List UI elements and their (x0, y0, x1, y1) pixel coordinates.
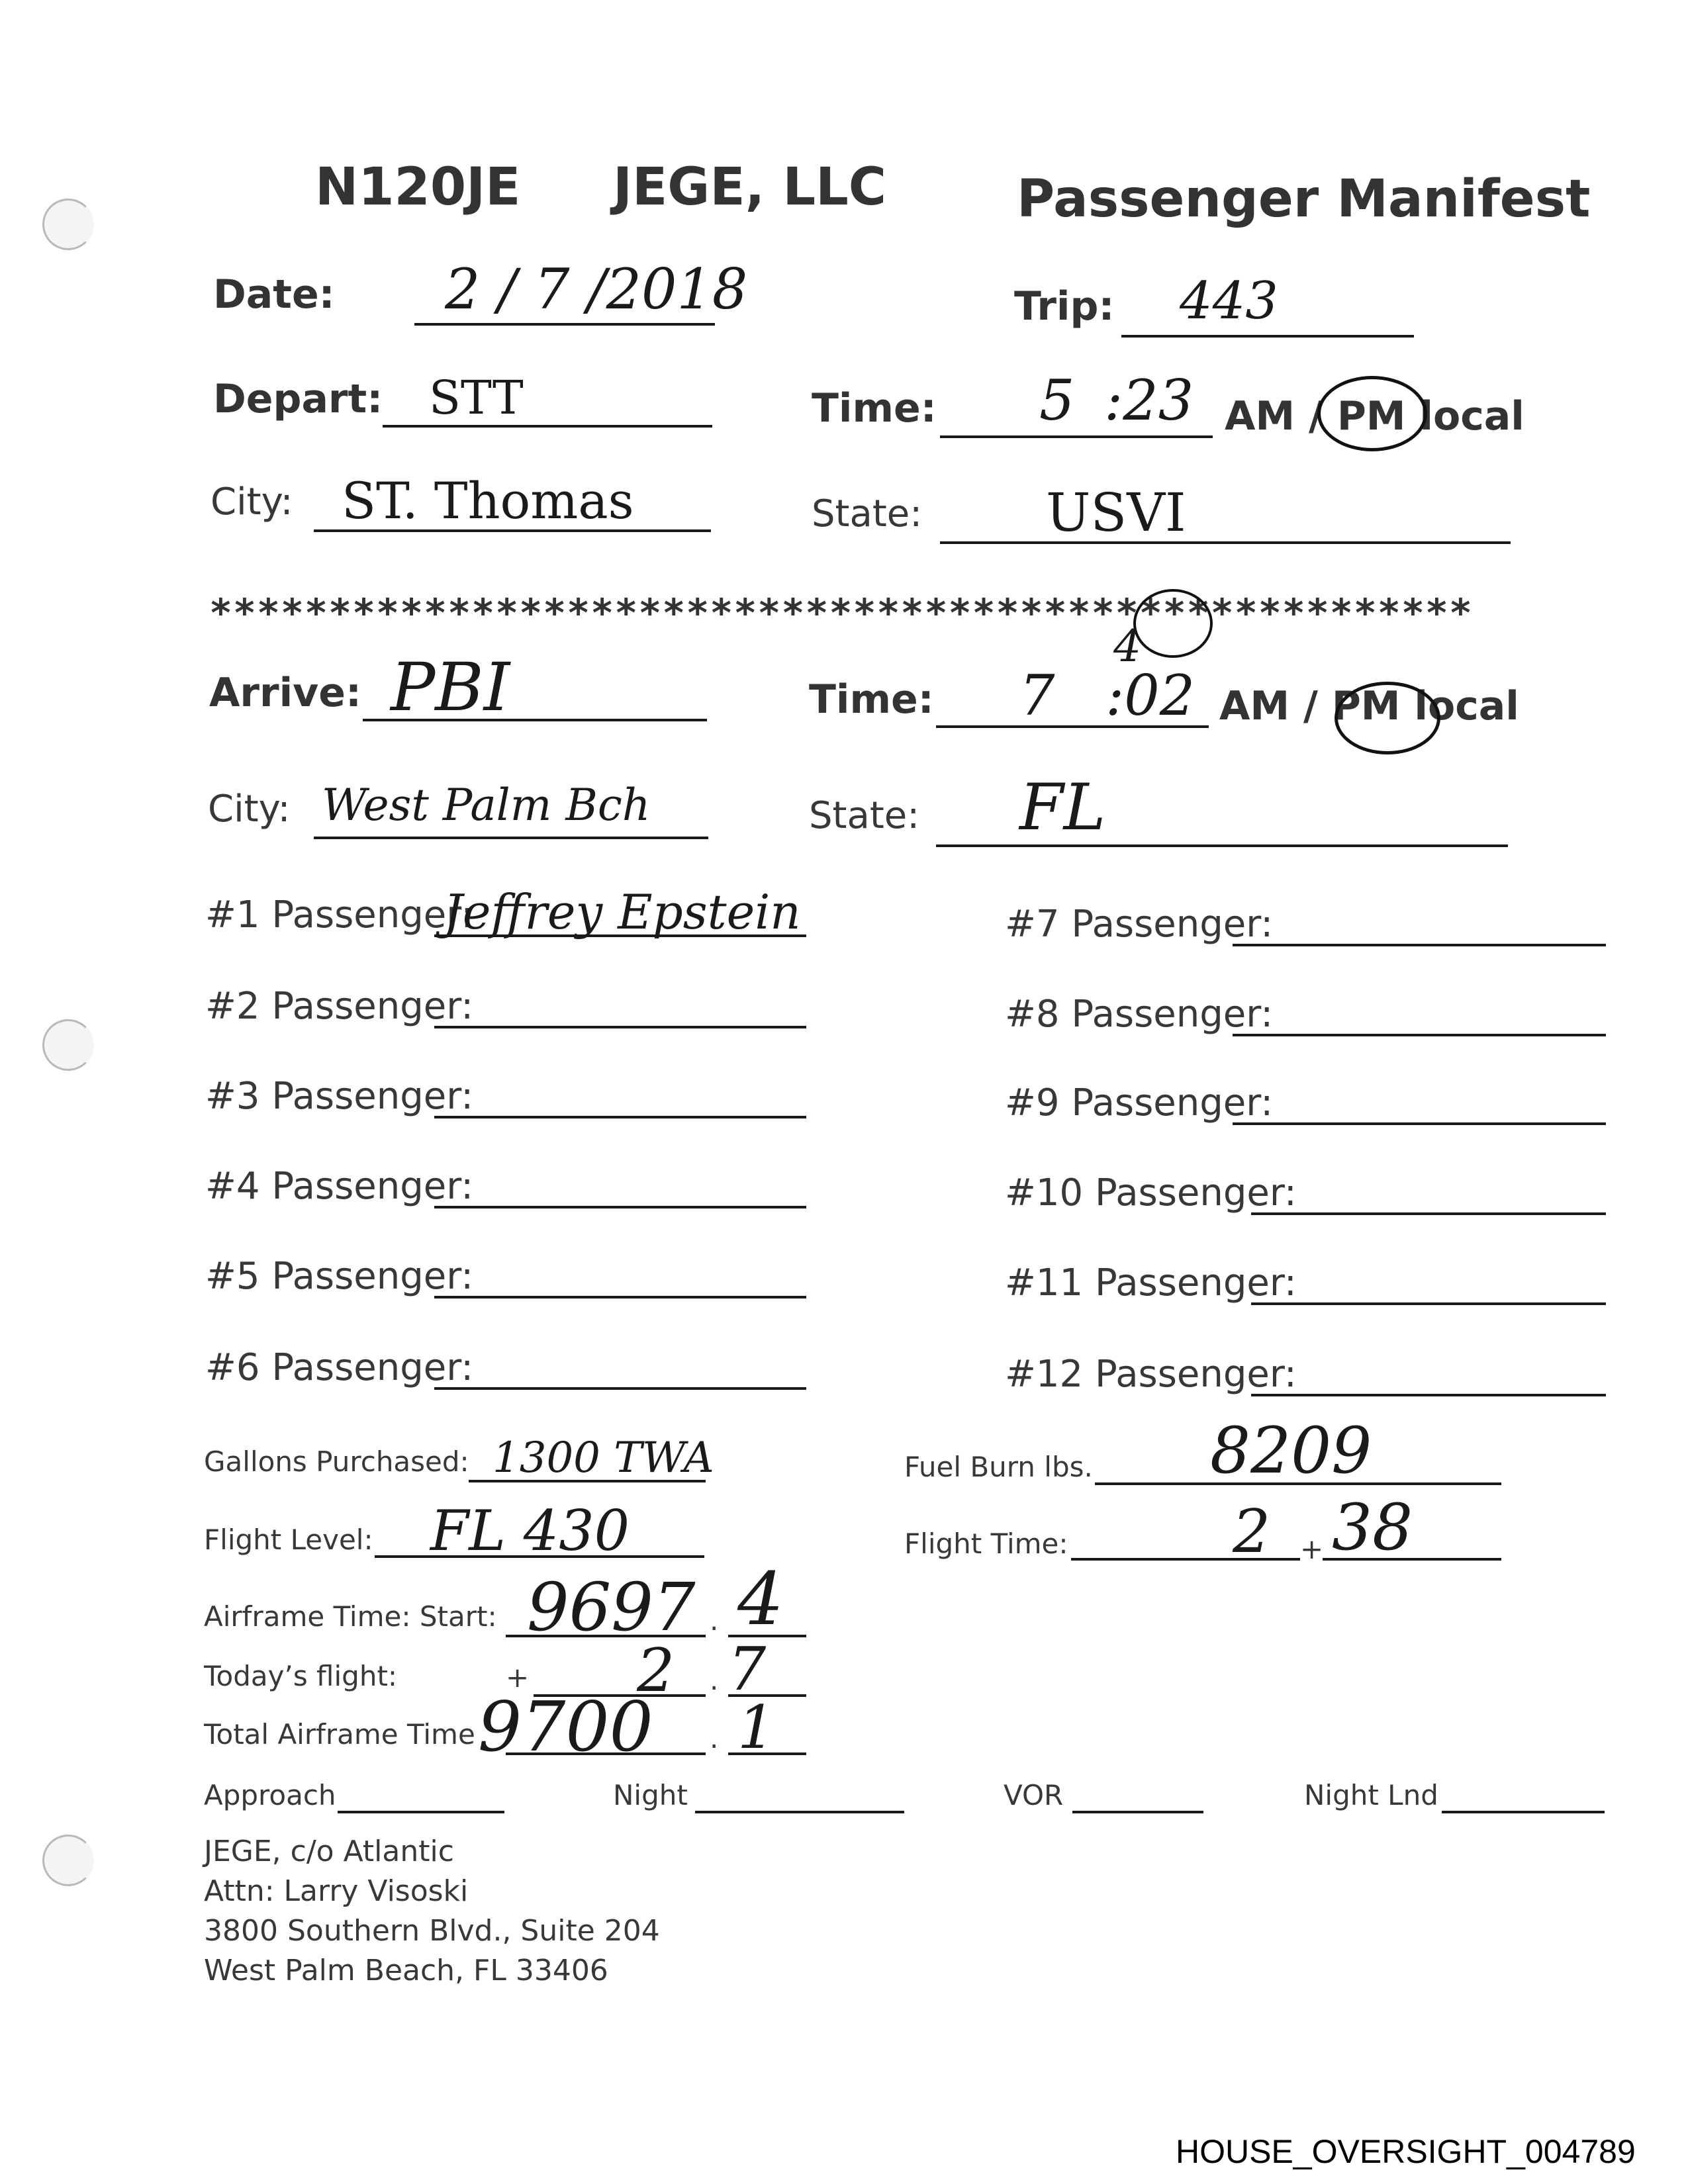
separator-circle-mark (1133, 589, 1213, 658)
fuel-burn-value[interactable]: 8209 (1210, 1414, 1372, 1488)
night-line[interactable] (695, 1811, 904, 1813)
depart-city-line (314, 529, 711, 532)
separator-stars: ***************************************************** (209, 590, 1474, 635)
flight-time-hours-line (1071, 1558, 1300, 1561)
night-label: Night (613, 1779, 688, 1811)
today-flight-label: Today’s flight: (204, 1660, 398, 1692)
arrive-time-minute[interactable]: :02 (1105, 663, 1196, 728)
arrive-line (363, 719, 707, 721)
fuel-burn-label: Fuel Burn lbs. (904, 1451, 1093, 1483)
depart-city-label: City: (211, 480, 293, 523)
gallons-label: Gallons Purchased: (204, 1445, 469, 1478)
approach-line[interactable] (338, 1811, 504, 1813)
depart-state-line (940, 541, 1511, 544)
airframe-start-tenth[interactable]: 4 (737, 1557, 784, 1641)
punch-hole-bottom (42, 1835, 94, 1886)
today-flight-whole[interactable]: 2 (637, 1636, 675, 1706)
passenger-1-label: #1 Passenger: (205, 893, 474, 936)
depart-pm-circle (1317, 376, 1427, 451)
passenger-5-label: #5 Passenger: (205, 1255, 474, 1298)
airframe-start-whole-line (506, 1635, 706, 1637)
passenger-8-line[interactable] (1233, 1034, 1606, 1036)
airframe-start-whole[interactable]: 9697 (527, 1569, 696, 1646)
address-line-3: 3800 Southern Blvd., Suite 204 (204, 1914, 660, 1948)
arrive-state-line (936, 844, 1508, 847)
flight-time-plus: + (1300, 1533, 1324, 1565)
night-lnd-line[interactable] (1442, 1811, 1605, 1813)
arrive-state-label: State: (809, 794, 920, 837)
passenger-11-line[interactable] (1251, 1302, 1606, 1305)
depart-line (383, 425, 712, 428)
date-line (414, 323, 715, 326)
flight-level-line (375, 1555, 704, 1558)
passenger-6-line[interactable] (434, 1387, 806, 1390)
arrive-time-line (936, 725, 1209, 728)
passenger-9-line[interactable] (1233, 1122, 1606, 1125)
flight-time-label: Flight Time: (904, 1527, 1068, 1560)
passenger-10-label: #10 Passenger: (1005, 1171, 1297, 1214)
passenger-11-label: #11 Passenger: (1005, 1261, 1297, 1304)
passenger-1-value[interactable]: Jeffrey Epstein (444, 884, 801, 940)
tail-number: N120JE (315, 158, 521, 217)
passenger-7-label: #7 Passenger: (1005, 903, 1274, 946)
total-airframe-tenth[interactable]: 1 (737, 1693, 776, 1762)
passenger-10-line[interactable] (1251, 1212, 1606, 1215)
arrive-time-label: Time: (809, 676, 934, 723)
arrive-city-label: City: (208, 788, 291, 831)
depart-state-label: State: (812, 492, 923, 535)
address-line-4: West Palm Beach, FL 33406 (204, 1954, 608, 1987)
flight-time-hours[interactable]: 2 (1233, 1497, 1271, 1567)
arrive-value[interactable]: PBI (391, 649, 510, 726)
date-label: Date: (213, 271, 335, 318)
arrive-ampm-label: AM / PM local (1219, 683, 1519, 729)
flight-level-value[interactable]: FL 430 (430, 1498, 630, 1563)
depart-ampm-label: AM / PM local (1225, 393, 1524, 439)
arrive-city-line (314, 837, 708, 839)
address-line-2: Attn: Larry Visoski (204, 1874, 469, 1908)
bates-number: HOUSE_OVERSIGHT_004789 (1176, 2133, 1636, 2170)
passenger-3-label: #3 Passenger: (205, 1075, 474, 1118)
address-line-1: JEGE, c/o Atlantic (204, 1835, 454, 1868)
punch-hole-middle (42, 1019, 94, 1071)
passenger-4-label: #4 Passenger: (205, 1165, 474, 1208)
today-flight-plus: + (506, 1661, 530, 1694)
today-flight-tenth[interactable]: 7 (728, 1635, 767, 1704)
total-airframe-tenth-line (728, 1752, 806, 1755)
depart-city-value[interactable]: ST. Thomas (342, 471, 634, 530)
arrive-state-value[interactable]: FL (1019, 770, 1106, 844)
depart-value[interactable]: STT (429, 371, 524, 425)
passenger-12-label: #12 Passenger: (1005, 1353, 1297, 1396)
passenger-3-line[interactable] (434, 1116, 806, 1118)
vor-line[interactable] (1072, 1811, 1203, 1813)
total-airframe-dot: . (710, 1722, 719, 1754)
date-value[interactable]: 2 / 7 /2018 (445, 257, 748, 322)
approach-label: Approach (204, 1779, 336, 1811)
passenger-2-label: #2 Passenger: (205, 985, 474, 1028)
passenger-8-label: #8 Passenger: (1005, 993, 1274, 1036)
depart-time-minute[interactable]: :23 (1104, 368, 1194, 433)
vor-label: VOR (1004, 1779, 1064, 1811)
passenger-7-line[interactable] (1233, 944, 1606, 946)
company-name: JEGE, LLC (613, 158, 887, 217)
passenger-2-line[interactable] (434, 1026, 806, 1028)
gallons-line (469, 1480, 706, 1482)
arrive-label: Arrive: (209, 670, 361, 716)
flight-level-label: Flight Level: (204, 1524, 373, 1556)
passenger-4-line[interactable] (434, 1206, 806, 1208)
night-lnd-label: Night Lnd (1304, 1779, 1438, 1811)
airframe-start-label: Airframe Time: Start: (204, 1600, 497, 1633)
arrive-city-value[interactable]: West Palm Bch (322, 780, 651, 831)
flight-time-minutes[interactable]: 38 (1332, 1490, 1413, 1565)
arrive-time-correction: 4 (1113, 621, 1141, 672)
passenger-6-label: #6 Passenger: (205, 1346, 474, 1389)
arrive-time-hour[interactable]: 7 (1019, 663, 1055, 728)
gallons-value[interactable]: 1300 TWA (492, 1433, 714, 1482)
total-airframe-whole-line (506, 1752, 706, 1755)
flight-time-minutes-line (1323, 1558, 1501, 1561)
depart-time-line (940, 435, 1213, 438)
trip-line (1121, 335, 1414, 338)
passenger-12-line[interactable] (1251, 1394, 1606, 1396)
depart-state-value[interactable]: USVI (1046, 482, 1186, 543)
passenger-5-line[interactable] (434, 1296, 806, 1298)
airframe-start-dot: . (710, 1604, 719, 1637)
page-title: Passenger Manifest (1017, 169, 1591, 229)
depart-time-label: Time: (812, 385, 937, 432)
fuel-burn-line (1095, 1482, 1501, 1485)
arrive-pm-circle (1335, 682, 1440, 754)
today-flight-dot: . (710, 1664, 719, 1696)
punch-hole-top (42, 199, 94, 250)
trip-label: Trip: (1014, 283, 1115, 330)
depart-time-hour[interactable]: 5 (1039, 368, 1075, 433)
total-airframe-label: Total Airframe Time (204, 1718, 475, 1751)
passenger-1-line[interactable] (434, 934, 806, 937)
passenger-9-label: #9 Passenger: (1005, 1081, 1274, 1124)
total-airframe-whole[interactable]: 9700 (478, 1686, 653, 1767)
trip-value[interactable]: 443 (1180, 271, 1278, 331)
depart-label: Depart: (213, 376, 383, 422)
